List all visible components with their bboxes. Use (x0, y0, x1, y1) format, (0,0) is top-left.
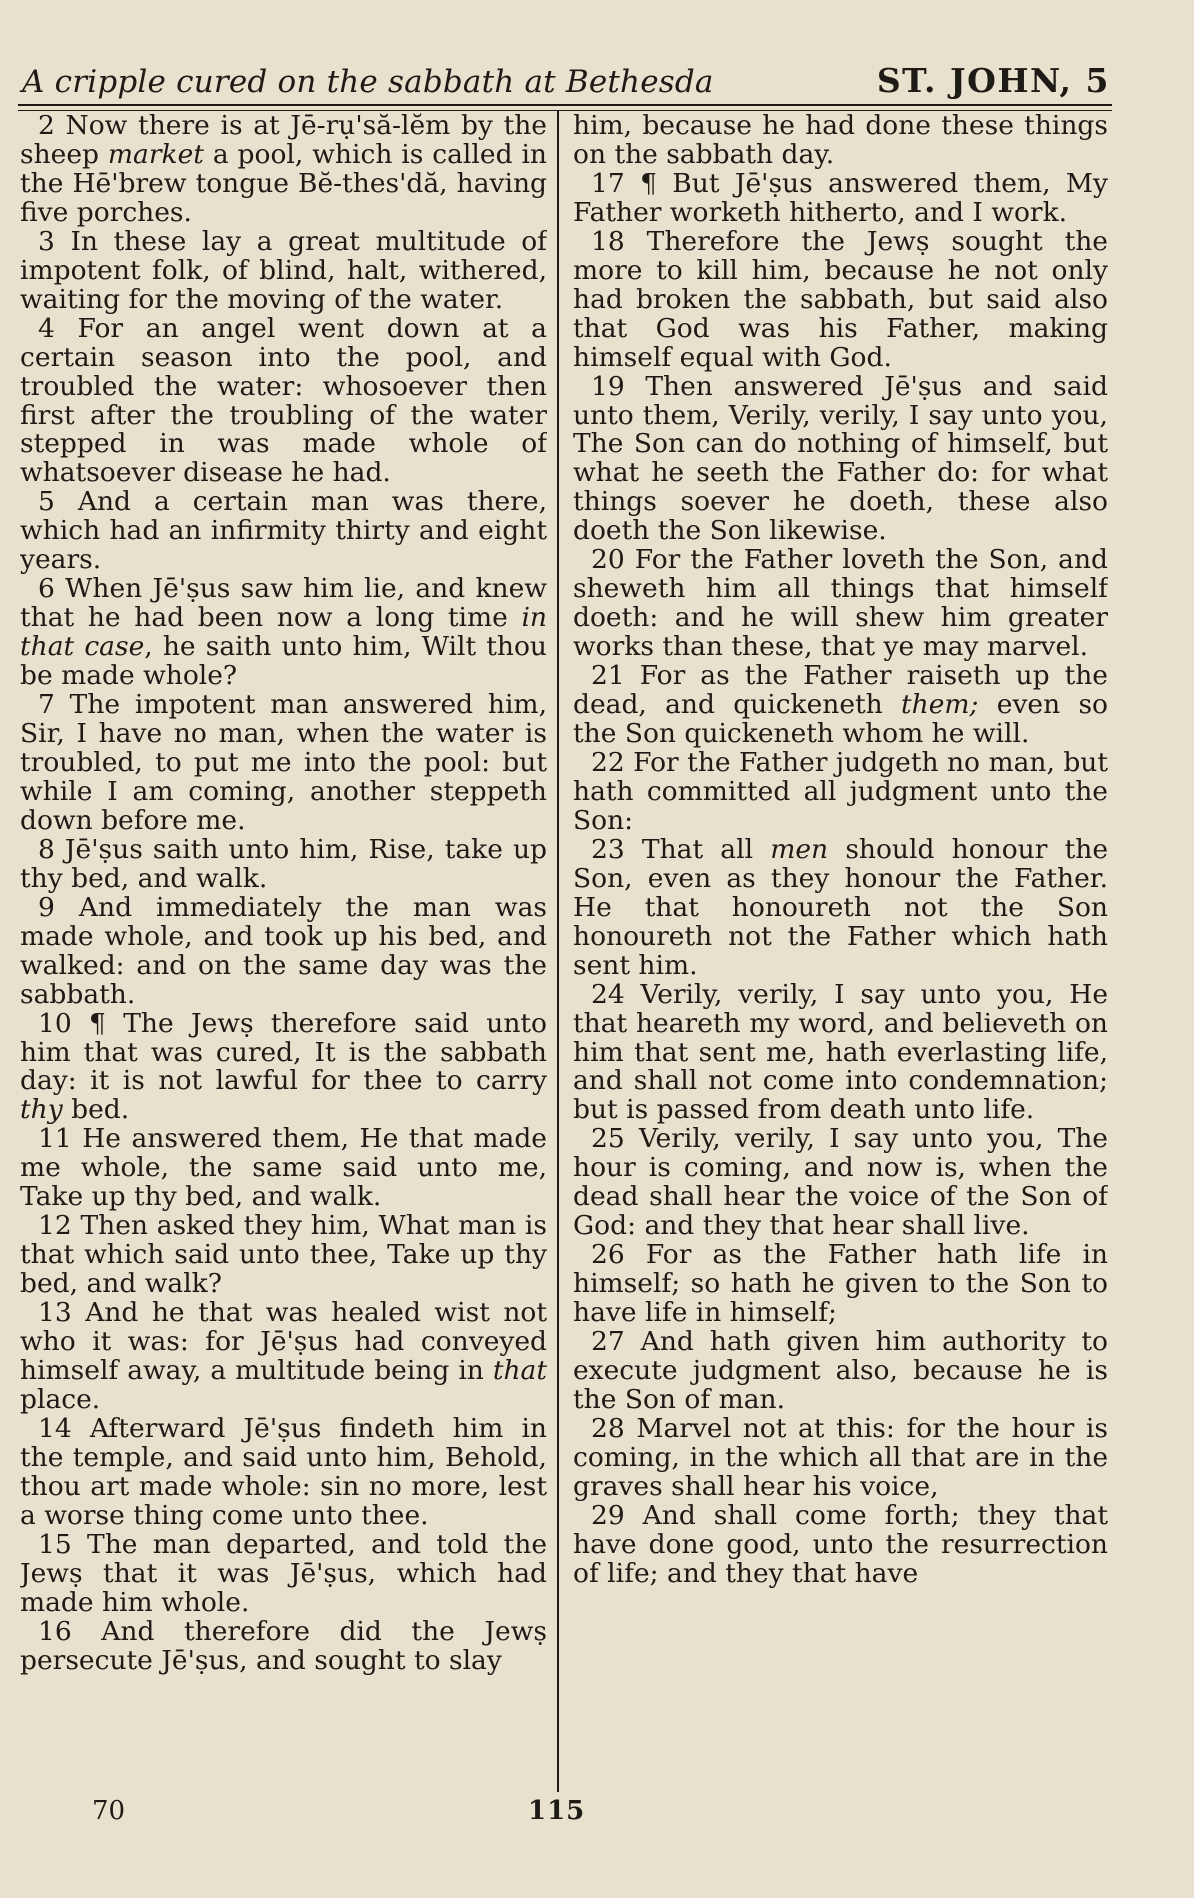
book-chapter-heading: ST. JOHN, 5 (876, 61, 1110, 100)
verse: 20 For the Father loveth the Son, and sheweth him all things that himself doeth: and he will shew him greater works than these, that ye may marvel. (573, 544, 1108, 663)
verse: 4 For an angel went down at a certain season into the pool, and troubled the water: whosoever then first after the troubling of the water stepped in was made whole of whatsoever disease he had. (20, 312, 547, 489)
verse: 9 And immediately the man was made whole, and took up his bed, and walked: and on the same day was the sabbath. (20, 891, 547, 1010)
verse: 6 When Jē'ṣus saw him lie, and knew that he had been now a long time in that case, he saith unto him, Wilt thou be made whole? (20, 573, 547, 692)
verse: 10 ¶ The Jewṣ therefore said unto him that was cured, It is the sabbath day: it is not lawful for thee to carry thy bed. (20, 1007, 547, 1126)
verse: 8 Jē'ṣus saith unto him, Rise, take up thy bed, and walk. (20, 833, 547, 894)
verse: 13 And he that was healed wist not who it was: for Jē'ṣus had conveyed himself away, a multitude being in that place. (20, 1297, 547, 1415)
verse: 23 That all men should honour the Son, even as they honour the Father. He that honoureth not the Son honoureth not the Father which hath sent him. (573, 833, 1108, 981)
header-rule-thin (18, 110, 1112, 111)
page-header (22, 52, 1110, 100)
verse: 7 The impotent man answered him, Sir, I have no man, when the water is troubled, to put me into the pool: but while I am coming, another steppeth down before me. (20, 689, 547, 836)
section-number: 70 (92, 1796, 126, 1826)
header-rule (18, 104, 1112, 106)
right-column (573, 112, 1108, 1792)
verse: 21 For as the Father raiseth up the dead, and quickeneth them; even so the Son quickeneth whom he will. (573, 660, 1108, 750)
verse: 22 For the Father judgeth no man, but hath committed all judgment unto the Son: (573, 746, 1108, 836)
page-number: 115 (528, 1796, 586, 1826)
verse: 26 For as the Father hath life in himself; so hath he given to the Son to have life in himself; (573, 1239, 1108, 1329)
verse: 27 And hath given him authority to execute judgment also, because he is the Son of man. (573, 1326, 1108, 1415)
verse: 15 The man departed, and told the Jewṣ that it was Jē'ṣus, which had made him whole. (20, 1528, 547, 1618)
verse: 25 Verily, verily, I say unto you, The hour is coming, and now is, when the dead shall hear the voice of the Son of God: and they that hear shall live. (573, 1123, 1108, 1242)
section-heading: A cripple cured on the sabbath at Bethesda (22, 64, 714, 100)
verse: 19 Then answered Jē'ṣus and said unto them, Verily, verily, I say unto you, The Son can do nothing of himself, but what he seeth the Father do: for what things soever he doeth, these also doeth the Son likewise. (573, 370, 1108, 547)
verse: 12 Then asked they him, What man is that which said unto thee, Take up thy bed, and walk? (20, 1210, 547, 1300)
verse: 11 He answered them, He that made me whole, the same said unto me, Take up thy bed, and walk. (20, 1123, 547, 1213)
verse: 17 ¶ But Jē'ṣus answered them, My Father worketh hitherto, and I work. (573, 167, 1108, 228)
verse: him, because he had done these things on the sabbath day. (573, 112, 1108, 170)
verse: 16 And therefore did the Jewṣ persecute Jē'ṣus, and sought to slay (20, 1615, 547, 1676)
verse: 5 And a certain man was there, which had an infirmity thirty and eight years. (20, 486, 547, 576)
verse: 18 Therefore the Jewṣ sought the more to kill him, because he not only had broken the sabbath, but said also that God was his Father, making himself equal with God. (573, 225, 1108, 373)
verse: 3 In these lay a great multitude of impotent folk, of blind, halt, withered, waiting for the moving of the water. (20, 225, 547, 315)
verse: 29 And shall come forth; they that have done good, unto the resurrection of life; and they that have (573, 1499, 1108, 1589)
verse: 28 Marvel not at this: for the hour is coming, in the which all that are in the graves shall hear his voice, (573, 1412, 1108, 1502)
verse: 2 Now there is at Jē-rụ'să-lĕm by the sheep market a pool, which is called in the Hē'brew tongue Bĕ-thes'dă, having five porches. (20, 112, 547, 228)
verse: 24 Verily, verily, I say unto you, He that heareth my word, and believeth on him that sent me, hath everlasting life, and shall not come into condemnation; but is passed from death unto life. (573, 978, 1108, 1126)
verse: 14 Afterward Jē'ṣus findeth him in the temple, and said unto him, Behold, thou art made whole: sin no more, lest a worse thing come unto thee. (20, 1412, 547, 1531)
left-column (20, 112, 547, 1792)
column-divider (557, 110, 559, 1792)
